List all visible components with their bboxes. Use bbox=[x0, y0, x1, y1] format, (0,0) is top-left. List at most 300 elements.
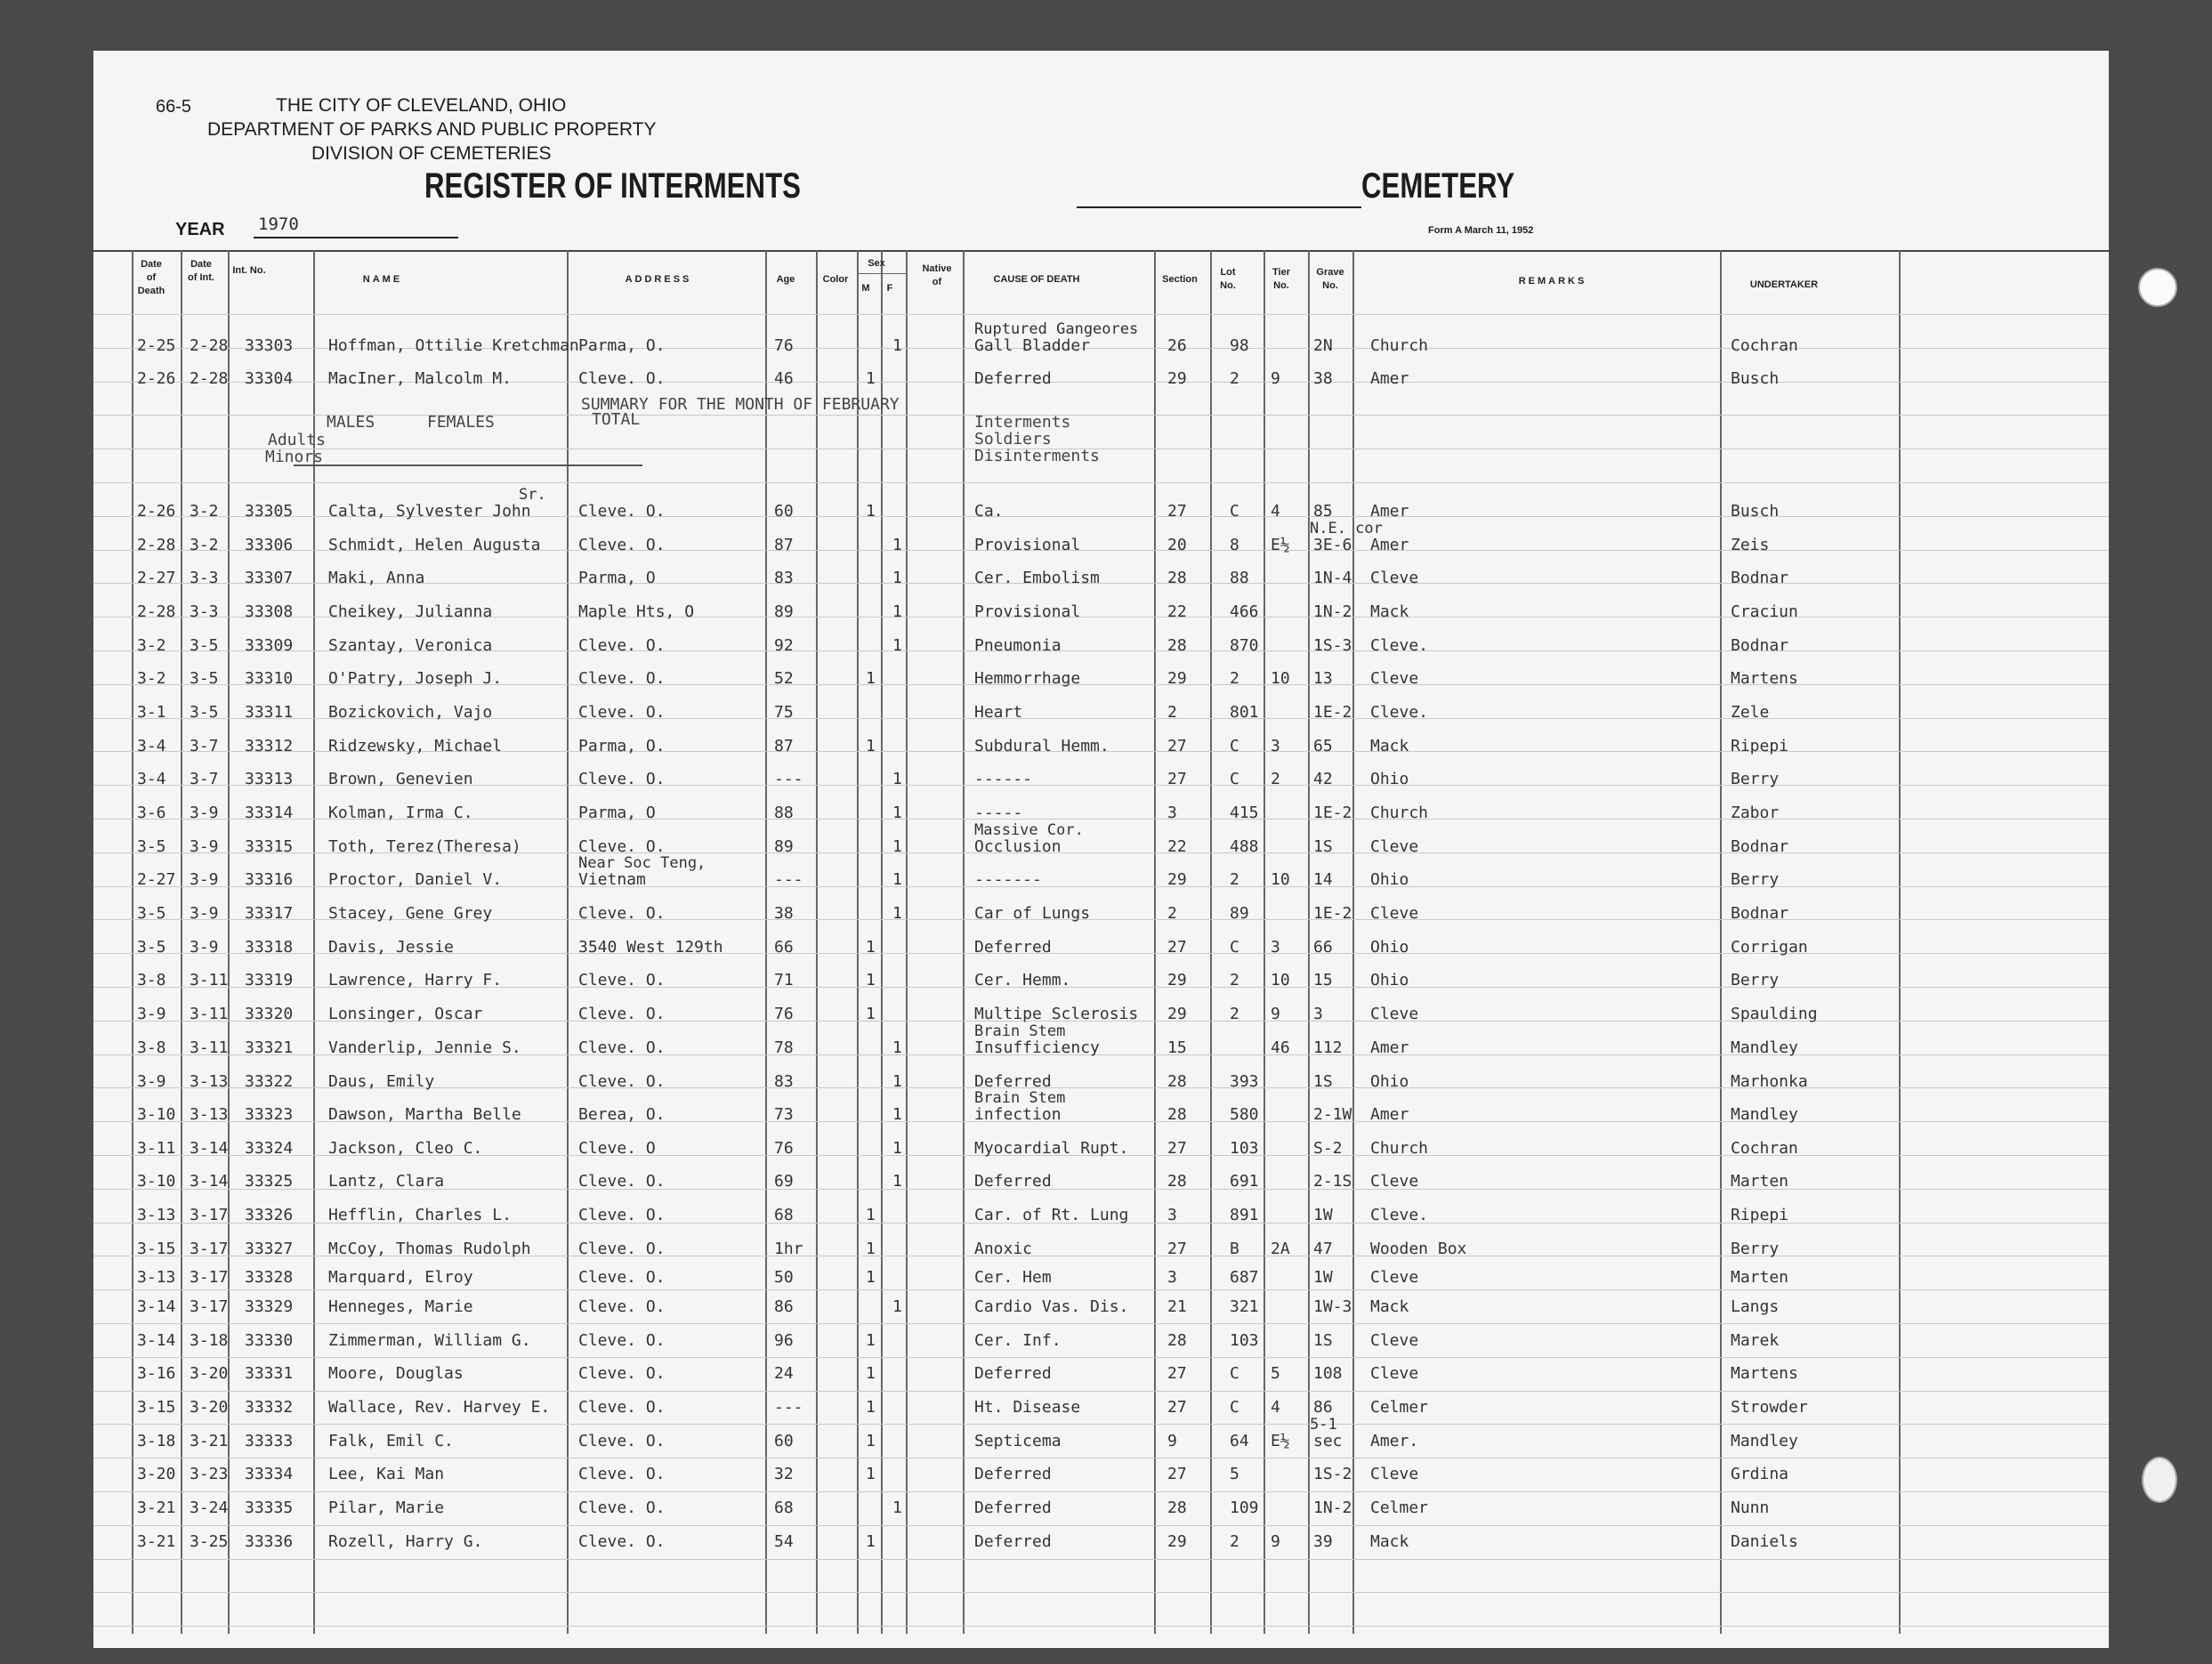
cell-age: 96 bbox=[774, 1331, 794, 1350]
cell-tier-number: 46 bbox=[1271, 1038, 1290, 1057]
cell-name: Szantay, Veronica bbox=[328, 636, 493, 655]
col-cause: CAUSE OF DEATH bbox=[993, 274, 1080, 285]
cell-remarks: Church bbox=[1370, 1139, 1429, 1158]
cell-lot-number: 415 bbox=[1230, 804, 1259, 822]
cell-date-of-death: 2-26 bbox=[137, 502, 176, 521]
cell-interment-number: 33311 bbox=[245, 703, 294, 722]
cell-lot-number: 103 bbox=[1230, 1139, 1259, 1158]
cell-cause-of-death: Cardio Vas. Dis. bbox=[974, 1297, 1129, 1316]
cell-undertaker: Mandley bbox=[1731, 1038, 1798, 1057]
cell-date-of-interment: 3-25 bbox=[190, 1532, 229, 1551]
cell-sex-female: 1 bbox=[892, 602, 902, 621]
col-lot: Lot No. bbox=[1220, 267, 1236, 291]
cell-name: Hefflin, Charles L. bbox=[328, 1206, 512, 1224]
cell-age: 87 bbox=[774, 737, 794, 755]
cell-lot-number: 2 bbox=[1230, 971, 1239, 990]
cell-lot-number: 870 bbox=[1230, 636, 1259, 655]
cell-date-of-death: 3-10 bbox=[137, 1172, 176, 1191]
cell-date-of-interment: 3-9 bbox=[190, 938, 219, 957]
cell-sex-male: 1 bbox=[866, 1465, 876, 1483]
cell-lot-number: 2 bbox=[1230, 1005, 1239, 1023]
cell-interment-number: 33316 bbox=[245, 870, 294, 889]
col-sex: Sex bbox=[868, 258, 885, 269]
cell-interment-number: 33306 bbox=[245, 536, 294, 554]
cell-grave-number: 85 bbox=[1313, 502, 1333, 521]
cell-remarks: Cleve bbox=[1370, 1465, 1419, 1483]
cell-section: 29 bbox=[1167, 971, 1187, 990]
cell-remarks: Cleve. bbox=[1370, 1206, 1429, 1224]
cell-cause-of-death: Deferred bbox=[974, 1072, 1052, 1091]
cell-undertaker: Zeis bbox=[1731, 536, 1770, 554]
cell-undertaker: Mandley bbox=[1731, 1432, 1798, 1450]
cell-undertaker: Corrigan bbox=[1731, 938, 1808, 957]
cell-cause-of-death: Cer. Hemm. bbox=[974, 971, 1071, 990]
cell-date-of-death: 3-4 bbox=[137, 770, 166, 788]
cell-remarks: Ohio bbox=[1370, 938, 1409, 957]
cell-section: 28 bbox=[1167, 1072, 1187, 1091]
col-sex-f: F bbox=[886, 283, 893, 294]
register-sheet bbox=[93, 51, 2109, 1648]
cell-tier-number: 5 bbox=[1271, 1364, 1280, 1383]
cell-interment-number: 33315 bbox=[245, 837, 294, 856]
cell-date-of-interment: 3-17 bbox=[190, 1240, 229, 1258]
cell-lot-number: 891 bbox=[1230, 1206, 1259, 1224]
cell-age: 71 bbox=[774, 971, 794, 990]
cell-interment-number: 33321 bbox=[245, 1038, 294, 1057]
cell-cause-of-death: Myocardial Rupt. bbox=[974, 1139, 1129, 1158]
cell-lot-number: 691 bbox=[1230, 1172, 1259, 1191]
cell-grave-number: 13 bbox=[1313, 669, 1333, 688]
cell-date-of-interment: 3-5 bbox=[190, 669, 219, 688]
cell-sex-female: 1 bbox=[892, 1105, 902, 1124]
cell-age: 87 bbox=[774, 536, 794, 554]
cell-interment-number: 33326 bbox=[245, 1206, 294, 1224]
cell-sex-female: 1 bbox=[892, 636, 902, 655]
row-rule bbox=[93, 1357, 2109, 1358]
cell-sex-male: 1 bbox=[866, 1398, 876, 1417]
cell-name: Lawrence, Harry F. bbox=[328, 971, 503, 990]
col-sex-m: M bbox=[861, 283, 870, 294]
cell-lot-number: 103 bbox=[1230, 1331, 1259, 1350]
col-tier: Tier No. bbox=[1272, 267, 1290, 291]
cell-undertaker: Strowder bbox=[1731, 1398, 1808, 1417]
cell-lot-number: 321 bbox=[1230, 1297, 1259, 1316]
cell-interment-number: 33304 bbox=[245, 369, 294, 388]
column-rule bbox=[567, 250, 569, 1634]
cell-lot-number: 687 bbox=[1230, 1268, 1259, 1287]
cell-name: Maki, Anna bbox=[328, 569, 425, 587]
cell-tier-number: E½ bbox=[1271, 1432, 1290, 1450]
cell-interment-number: 33323 bbox=[245, 1105, 294, 1124]
cell-sex-female: 1 bbox=[892, 870, 902, 889]
cell-cause-of-death: Cer. Embolism bbox=[974, 569, 1100, 587]
cell-age: --- bbox=[774, 1398, 803, 1417]
cell-section: 28 bbox=[1167, 1172, 1187, 1191]
summary-heading: SUMMARY FOR THE MONTH OF FEBRUARY bbox=[581, 395, 900, 414]
cell-remarks: Cleve. bbox=[1370, 636, 1429, 655]
cell-age: 50 bbox=[774, 1268, 794, 1287]
summary-minors: Minors bbox=[265, 448, 324, 466]
cell-section: 9 bbox=[1167, 1432, 1177, 1450]
col-age: Age bbox=[776, 274, 795, 285]
cell-sex-male: 1 bbox=[866, 1268, 876, 1287]
cell-undertaker: Cochran bbox=[1731, 1139, 1798, 1158]
cell-grave-number: 1S bbox=[1313, 1331, 1333, 1350]
cell-sex-female: 1 bbox=[892, 569, 902, 587]
cell-grave-number: 86 bbox=[1313, 1398, 1333, 1417]
cell-cause-of-death: Ca. bbox=[974, 502, 1004, 521]
cell-grave-number: 38 bbox=[1313, 369, 1333, 388]
cell-remarks: Celmer bbox=[1370, 1498, 1429, 1517]
summary-males: MALES bbox=[327, 413, 375, 432]
table-top-rule bbox=[89, 250, 2113, 252]
cell-age: 60 bbox=[774, 502, 794, 521]
col-name: NAME bbox=[362, 274, 403, 285]
cell-cause-of-death: ----- bbox=[974, 804, 1023, 822]
cell-undertaker: Spaulding bbox=[1731, 1005, 1818, 1023]
cell-lot-number: 801 bbox=[1230, 703, 1259, 722]
cell-remarks: Cleve bbox=[1370, 1331, 1419, 1350]
cell-undertaker: Berry bbox=[1731, 1240, 1780, 1258]
cell-grave-number: 66 bbox=[1313, 938, 1333, 957]
row-rule bbox=[93, 1289, 2109, 1290]
cell-interment-number: 33307 bbox=[245, 569, 294, 587]
cell-date-of-interment: 3-21 bbox=[190, 1432, 229, 1450]
cell-name: Henneges, Marie bbox=[328, 1297, 473, 1316]
cell-grave-number: 65 bbox=[1313, 737, 1333, 755]
cell-date-of-death: 3-14 bbox=[137, 1331, 176, 1350]
summary-total: TOTAL bbox=[592, 410, 641, 429]
cell-cause-of-death: Car of Lungs bbox=[974, 904, 1091, 923]
cell-address: Cleve. O. bbox=[578, 1038, 666, 1057]
cell-age: 73 bbox=[774, 1105, 794, 1124]
cell-date-of-death: 3-13 bbox=[137, 1206, 176, 1224]
cell-grave-number: 2-1S bbox=[1313, 1172, 1352, 1191]
cell-grave-number: 1W bbox=[1313, 1206, 1333, 1224]
cell-date-of-death: 3-16 bbox=[137, 1364, 176, 1383]
cell-name: MacIner, Malcolm M. bbox=[328, 369, 512, 388]
cell-address: Cleve. O. bbox=[578, 1331, 666, 1350]
cell-address: Vietnam bbox=[578, 870, 646, 889]
cell-remarks: Ohio bbox=[1370, 1072, 1409, 1091]
cell-interment-number: 33313 bbox=[245, 770, 294, 788]
cell-interment-number: 33334 bbox=[245, 1465, 294, 1483]
cell-grave-note: N.E. cor bbox=[1310, 520, 1383, 537]
cell-name-suffix: Sr. bbox=[519, 486, 546, 504]
cell-remarks: Amer bbox=[1370, 369, 1409, 388]
cell-sex-male: 1 bbox=[866, 1331, 876, 1350]
cell-age: 46 bbox=[774, 369, 794, 388]
cell-sex-female: 1 bbox=[892, 770, 902, 788]
cell-remarks: Cleve bbox=[1370, 669, 1419, 688]
cell-remarks: Cleve bbox=[1370, 1268, 1419, 1287]
cell-date-of-interment: 3-13 bbox=[190, 1072, 229, 1091]
cell-sex-male: 1 bbox=[866, 938, 876, 957]
cell-undertaker: Marhonka bbox=[1731, 1072, 1808, 1091]
cell-age: 38 bbox=[774, 904, 794, 923]
cell-remarks: Mack bbox=[1370, 737, 1409, 755]
cell-name: Daus, Emily bbox=[328, 1072, 435, 1091]
cell-undertaker: Marten bbox=[1731, 1172, 1789, 1191]
cell-undertaker: Bodnar bbox=[1731, 837, 1789, 856]
cell-address: Parma, O. bbox=[578, 336, 666, 355]
cell-lot-number: B bbox=[1230, 1240, 1239, 1258]
cell-lot-number: 89 bbox=[1230, 904, 1249, 923]
cell-cause-of-death: Subdural Hemm. bbox=[974, 737, 1110, 755]
cell-date-of-interment: 3-9 bbox=[190, 904, 219, 923]
cell-date-of-interment: 3-20 bbox=[190, 1398, 229, 1417]
cell-age: 68 bbox=[774, 1498, 794, 1517]
cell-remarks: Ohio bbox=[1370, 770, 1409, 788]
col-section: Section bbox=[1162, 274, 1198, 285]
cell-undertaker: Bodnar bbox=[1731, 636, 1789, 655]
cell-name: O'Patry, Joseph J. bbox=[328, 669, 503, 688]
cell-age: 24 bbox=[774, 1364, 794, 1383]
cell-address: Cleve. O. bbox=[578, 1398, 666, 1417]
cell-interment-number: 33305 bbox=[245, 502, 294, 521]
cell-section: 20 bbox=[1167, 536, 1187, 554]
cell-age: 88 bbox=[774, 804, 794, 822]
cell-grave-number: 47 bbox=[1313, 1240, 1333, 1258]
city-heading: THE CITY OF CLEVELAND, OHIO bbox=[276, 95, 567, 116]
cell-grave-number: S-2 bbox=[1313, 1139, 1343, 1158]
cell-cause-of-death: Septicema bbox=[974, 1432, 1062, 1450]
cell-interment-number: 33310 bbox=[245, 669, 294, 688]
cell-undertaker: Zele bbox=[1731, 703, 1770, 722]
cell-date-of-interment: 3-14 bbox=[190, 1172, 229, 1191]
cell-cause-of-death: Deferred bbox=[974, 1498, 1052, 1517]
cell-sex-female: 1 bbox=[892, 1498, 902, 1517]
cell-tier-number: 3 bbox=[1271, 938, 1280, 957]
cell-date-of-death: 2-28 bbox=[137, 536, 176, 554]
cell-age: 83 bbox=[774, 569, 794, 587]
cell-lot-number: 466 bbox=[1230, 602, 1259, 621]
row-rule bbox=[93, 314, 2109, 315]
cell-date-of-death: 3-4 bbox=[137, 737, 166, 755]
cell-date-of-interment: 3-3 bbox=[190, 569, 219, 587]
col-color: Color bbox=[822, 274, 849, 285]
division-heading: DIVISION OF CEMETERIES bbox=[311, 143, 552, 164]
cell-cause-of-death: Provisional bbox=[974, 602, 1081, 621]
cell-undertaker: Nunn bbox=[1731, 1498, 1770, 1517]
cell-cause-of-death: Occlusion bbox=[974, 837, 1062, 856]
cell-address: Cleve. O. bbox=[578, 1432, 666, 1450]
cell-address: 3540 West 129th bbox=[578, 938, 723, 957]
cell-section: 27 bbox=[1167, 938, 1187, 957]
cell-name: Zimmerman, William G. bbox=[328, 1331, 531, 1350]
cell-name: Davis, Jessie bbox=[328, 938, 454, 957]
cell-address: Berea, O. bbox=[578, 1105, 666, 1124]
cell-undertaker: Berry bbox=[1731, 770, 1780, 788]
cell-section: 28 bbox=[1167, 1331, 1187, 1350]
cell-tier-number: 4 bbox=[1271, 502, 1280, 521]
cell-lot-number: 2 bbox=[1230, 1532, 1239, 1551]
cell-grave-number: 1W bbox=[1313, 1268, 1333, 1287]
cell-remarks: Amer bbox=[1370, 502, 1409, 521]
cell-cause-of-death: Multipe Sclerosis bbox=[974, 1005, 1139, 1023]
column-rule bbox=[963, 250, 965, 1634]
cell-interment-number: 33308 bbox=[245, 602, 294, 621]
cell-interment-number: 33333 bbox=[245, 1432, 294, 1450]
cell-section: 27 bbox=[1167, 1139, 1187, 1158]
row-rule bbox=[93, 1626, 2109, 1627]
cell-grave-note: 5-1 bbox=[1310, 1416, 1337, 1434]
cell-remarks: Mack bbox=[1370, 1532, 1409, 1551]
cell-name: Lantz, Clara bbox=[328, 1172, 445, 1191]
cell-tier-number: 2A bbox=[1271, 1240, 1290, 1258]
cell-cause-of-death: Anoxic bbox=[974, 1240, 1033, 1258]
cell-address: Parma, O bbox=[578, 804, 656, 822]
cell-tier-number: 9 bbox=[1271, 1005, 1280, 1023]
column-rule bbox=[1154, 250, 1156, 1634]
cell-remarks: Ohio bbox=[1370, 870, 1409, 889]
cell-interment-number: 33314 bbox=[245, 804, 294, 822]
cell-interment-number: 33312 bbox=[245, 737, 294, 755]
cell-interment-number: 33317 bbox=[245, 904, 294, 923]
cell-address: Cleve. O. bbox=[578, 971, 666, 990]
cell-name: Calta, Sylvester John bbox=[328, 502, 531, 521]
cell-interment-number: 33328 bbox=[245, 1268, 294, 1287]
cell-date-of-interment: 3-9 bbox=[190, 870, 219, 889]
cell-sex-male: 1 bbox=[866, 1432, 876, 1450]
cemetery-label: CEMETERY bbox=[1361, 166, 1515, 206]
summary-soldiers: Soldiers bbox=[974, 430, 1052, 448]
cell-grave-number: sec bbox=[1313, 1432, 1343, 1450]
cell-section: 28 bbox=[1167, 569, 1187, 587]
cell-undertaker: Zabor bbox=[1731, 804, 1780, 822]
cell-grave-number: 1S-3 bbox=[1313, 636, 1352, 655]
cell-age: 69 bbox=[774, 1172, 794, 1191]
cell-undertaker: Ripepi bbox=[1731, 1206, 1789, 1224]
cell-sex-female: 1 bbox=[892, 536, 902, 554]
cell-address: Cleve. O. bbox=[578, 1532, 666, 1551]
cell-tier-number: 10 bbox=[1271, 971, 1290, 990]
cell-tier-number: 4 bbox=[1271, 1398, 1280, 1417]
column-rule bbox=[1263, 250, 1265, 1634]
cell-lot-number: C bbox=[1230, 770, 1239, 788]
cell-interment-number: 33318 bbox=[245, 938, 294, 957]
cell-interment-number: 33330 bbox=[245, 1331, 294, 1350]
year-value: 1970 bbox=[258, 214, 299, 234]
cell-date-of-interment: 3-9 bbox=[190, 837, 219, 856]
cell-remarks: Mack bbox=[1370, 1297, 1409, 1316]
cell-undertaker: Marten bbox=[1731, 1268, 1789, 1287]
cell-sex-male: 1 bbox=[866, 1240, 876, 1258]
cemetery-name-line bbox=[1077, 206, 1361, 208]
cell-section: 29 bbox=[1167, 669, 1187, 688]
cell-section: 27 bbox=[1167, 502, 1187, 521]
cell-date-of-death: 3-18 bbox=[137, 1432, 176, 1450]
cell-lot-number: C bbox=[1230, 1398, 1239, 1417]
cell-date-of-interment: 3-17 bbox=[190, 1268, 229, 1287]
cell-address: Cleve. O bbox=[578, 1139, 656, 1158]
cell-date-of-death: 3-15 bbox=[137, 1240, 176, 1258]
column-rule bbox=[1899, 250, 1901, 1634]
cell-date-of-death: 3-14 bbox=[137, 1297, 176, 1316]
cell-cause-of-death: Deferred bbox=[974, 1172, 1052, 1191]
cell-sex-male: 1 bbox=[866, 1364, 876, 1383]
row-rule bbox=[93, 1559, 2109, 1560]
cell-lot-number: 580 bbox=[1230, 1105, 1259, 1124]
row-rule bbox=[93, 1592, 2109, 1593]
cell-name: Falk, Emil C. bbox=[328, 1432, 454, 1450]
cell-interment-number: 33303 bbox=[245, 336, 294, 355]
cell-interment-number: 33324 bbox=[245, 1139, 294, 1158]
cell-date-of-death: 3-5 bbox=[137, 938, 166, 957]
row-rule bbox=[93, 1525, 2109, 1526]
sex-subheader-rule bbox=[857, 273, 906, 274]
cell-lot-number: C bbox=[1230, 502, 1239, 521]
cell-tier-number: 9 bbox=[1271, 1532, 1280, 1551]
cell-section: 28 bbox=[1167, 1498, 1187, 1517]
column-rule bbox=[1210, 250, 1212, 1634]
cell-date-of-interment: 3-7 bbox=[190, 770, 219, 788]
cell-cause-of-death: Gall Bladder bbox=[974, 336, 1091, 355]
cell-undertaker: Martens bbox=[1731, 669, 1798, 688]
cell-address: Cleve. O. bbox=[578, 837, 666, 856]
cell-date-of-interment: 3-11 bbox=[190, 1038, 229, 1057]
cell-grave-number: 1N-2 bbox=[1313, 602, 1352, 621]
page-title: REGISTER OF INTERMENTS bbox=[424, 166, 801, 206]
cell-sex-male: 1 bbox=[866, 1532, 876, 1551]
cell-age: 76 bbox=[774, 336, 794, 355]
cell-remarks: Cleve bbox=[1370, 904, 1419, 923]
cell-undertaker: Daniels bbox=[1731, 1532, 1798, 1551]
cell-name: Cheikey, Julianna bbox=[328, 602, 493, 621]
cell-undertaker: Langs bbox=[1731, 1297, 1780, 1316]
cell-lot-number: 88 bbox=[1230, 569, 1249, 587]
cell-remarks: Church bbox=[1370, 336, 1429, 355]
cell-address: Parma, O. bbox=[578, 737, 666, 755]
row-rule bbox=[93, 1323, 2109, 1324]
cell-section: 28 bbox=[1167, 636, 1187, 655]
cell-date-of-interment: 3-17 bbox=[190, 1206, 229, 1224]
cell-section: 29 bbox=[1167, 1532, 1187, 1551]
cell-grave-number: 3 bbox=[1313, 1005, 1323, 1023]
cell-cause-of-death-line1: Brain Stem bbox=[974, 1022, 1066, 1040]
cell-cause-of-death: Car. of Rt. Lung bbox=[974, 1206, 1129, 1224]
row-rule bbox=[93, 482, 2109, 483]
cell-grave-number: 1N-2 bbox=[1313, 1498, 1352, 1517]
cell-name: Hoffman, Ottilie Kretchman bbox=[328, 336, 579, 355]
cell-grave-number: 1N-4 bbox=[1313, 569, 1352, 587]
cell-address: Cleve. O. bbox=[578, 1268, 666, 1287]
punch-hole bbox=[2138, 268, 2177, 307]
column-rule bbox=[881, 250, 883, 1634]
column-rule bbox=[1720, 250, 1722, 1634]
cell-address: Cleve. O. bbox=[578, 1172, 666, 1191]
cell-undertaker: Mandley bbox=[1731, 1105, 1798, 1124]
cell-undertaker: Craciun bbox=[1731, 602, 1798, 621]
cell-address: Cleve. O. bbox=[578, 502, 666, 521]
cell-date-of-interment: 3-11 bbox=[190, 1005, 229, 1023]
cell-undertaker: Bodnar bbox=[1731, 569, 1789, 587]
summary-adults: Adults bbox=[268, 431, 327, 449]
cell-cause-of-death-line1: Ruptured Gangeores bbox=[974, 320, 1139, 338]
cell-remarks: Cleve. bbox=[1370, 703, 1429, 722]
cell-section: 3 bbox=[1167, 1206, 1177, 1224]
cell-date-of-interment: 3-23 bbox=[190, 1465, 229, 1483]
cell-date-of-death: 3-21 bbox=[137, 1532, 176, 1551]
cell-name: Proctor, Daniel V. bbox=[328, 870, 503, 889]
cell-section: 29 bbox=[1167, 1005, 1187, 1023]
cell-date-of-death: 3-2 bbox=[137, 636, 166, 655]
cell-remarks: Wooden Box bbox=[1370, 1240, 1467, 1258]
cell-date-of-death: 3-9 bbox=[137, 1072, 166, 1091]
cell-remarks: Cleve bbox=[1370, 837, 1419, 856]
column-rule bbox=[765, 250, 767, 1634]
cell-cause-of-death: Deferred bbox=[974, 369, 1052, 388]
